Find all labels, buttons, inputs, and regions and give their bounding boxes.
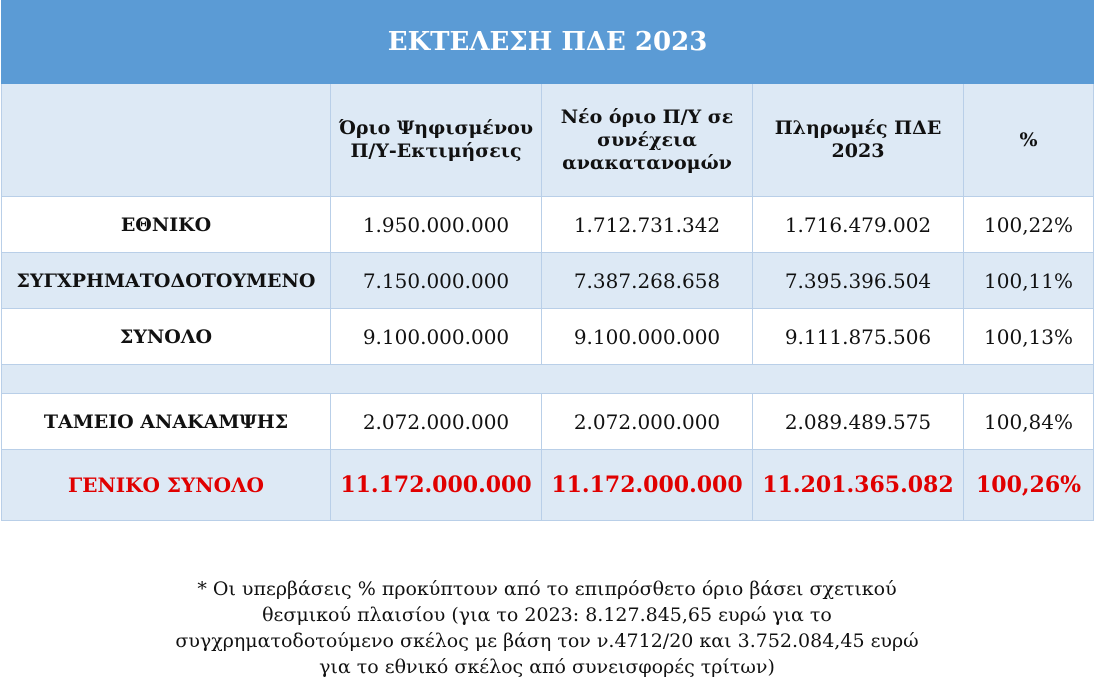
footnote-line: * Οι υπερβάσεις % προκύπτουν από το επιπρόσθετο όριο βάσει σχετικού <box>197 578 897 600</box>
footnote-line: θεσμικού πλαισίου (για το 2023: 8.127.845,65 ευρώ για το <box>262 604 832 626</box>
table-spacer-row <box>2 365 1094 394</box>
footnote-line: συγχρηματοδοτούμενο σκέλος με βάση τον ν.4712/20 και 3.752.084,45 ευρώ <box>175 630 919 652</box>
table-row-cofinanced <box>2 253 1094 309</box>
header-percent: % <box>964 84 1094 197</box>
cell-payments: 7.395.396.504 <box>753 253 964 309</box>
cell-new-limit: 11.172.000.000 <box>542 450 753 521</box>
cell-percent: 100,13% <box>964 309 1094 365</box>
cell-percent: 100,22% <box>964 197 1094 253</box>
header-new-limit: Νέο όριο Π/Υ σε συνέχεια ανακατανομών <box>542 84 753 197</box>
cell-budget: 2.072.000.000 <box>331 394 542 450</box>
row-label: ΣΥΝΟΛΟ <box>2 309 331 365</box>
cell-payments: 9.111.875.506 <box>753 309 964 365</box>
table-title: ΕΚΤΕΛΕΣΗ ΠΔΕ 2023 <box>2 1 1094 84</box>
cell-new-limit: 1.712.731.342 <box>542 197 753 253</box>
cell-percent: 100,84% <box>964 394 1094 450</box>
row-label: ΣΥΓΧΡΗΜΑΤΟΔΟΤΟΥΜΕΝΟ <box>2 253 331 309</box>
cell-budget: 7.150.000.000 <box>331 253 542 309</box>
cell-percent: 100,11% <box>964 253 1094 309</box>
header-payments: Πληρωμές ΠΔΕ 2023 <box>753 84 964 197</box>
cell-payments: 11.201.365.082 <box>753 450 964 521</box>
table-row-recovery-fund <box>2 394 1094 450</box>
title-row <box>2 1 1094 84</box>
table-row-subtotal <box>2 309 1094 365</box>
cell-budget: 11.172.000.000 <box>331 450 542 521</box>
header-budget-limit: Όριο Ψηφισμένου Π/Υ-Εκτιμήσεις <box>331 84 542 197</box>
cell-budget: 1.950.000.000 <box>331 197 542 253</box>
row-label: ΤΑΜΕΙΟ ΑΝΑΚΑΜΨΗΣ <box>2 394 331 450</box>
header-label-column <box>2 84 331 197</box>
cell-new-limit: 9.100.000.000 <box>542 309 753 365</box>
footnote-line: για το εθνικό σκέλος από συνεισφορές τρίτων) <box>319 656 775 678</box>
cell-budget: 9.100.000.000 <box>331 309 542 365</box>
pde-execution-table <box>1 0 1094 521</box>
cell-new-limit: 7.387.268.658 <box>542 253 753 309</box>
table-row-national <box>2 197 1094 253</box>
cell-new-limit: 2.072.000.000 <box>542 394 753 450</box>
spacer-cell <box>2 365 1094 394</box>
cell-percent: 100,26% <box>964 450 1094 521</box>
cell-payments: 2.089.489.575 <box>753 394 964 450</box>
table-row-grand-total <box>2 450 1094 521</box>
row-label: ΕΘΝΙΚΟ <box>2 197 331 253</box>
row-label: ΓΕΝΙΚΟ ΣΥΝΟΛΟ <box>2 450 331 521</box>
header-row <box>2 84 1094 197</box>
footnote <box>0 576 1094 680</box>
cell-payments: 1.716.479.002 <box>753 197 964 253</box>
